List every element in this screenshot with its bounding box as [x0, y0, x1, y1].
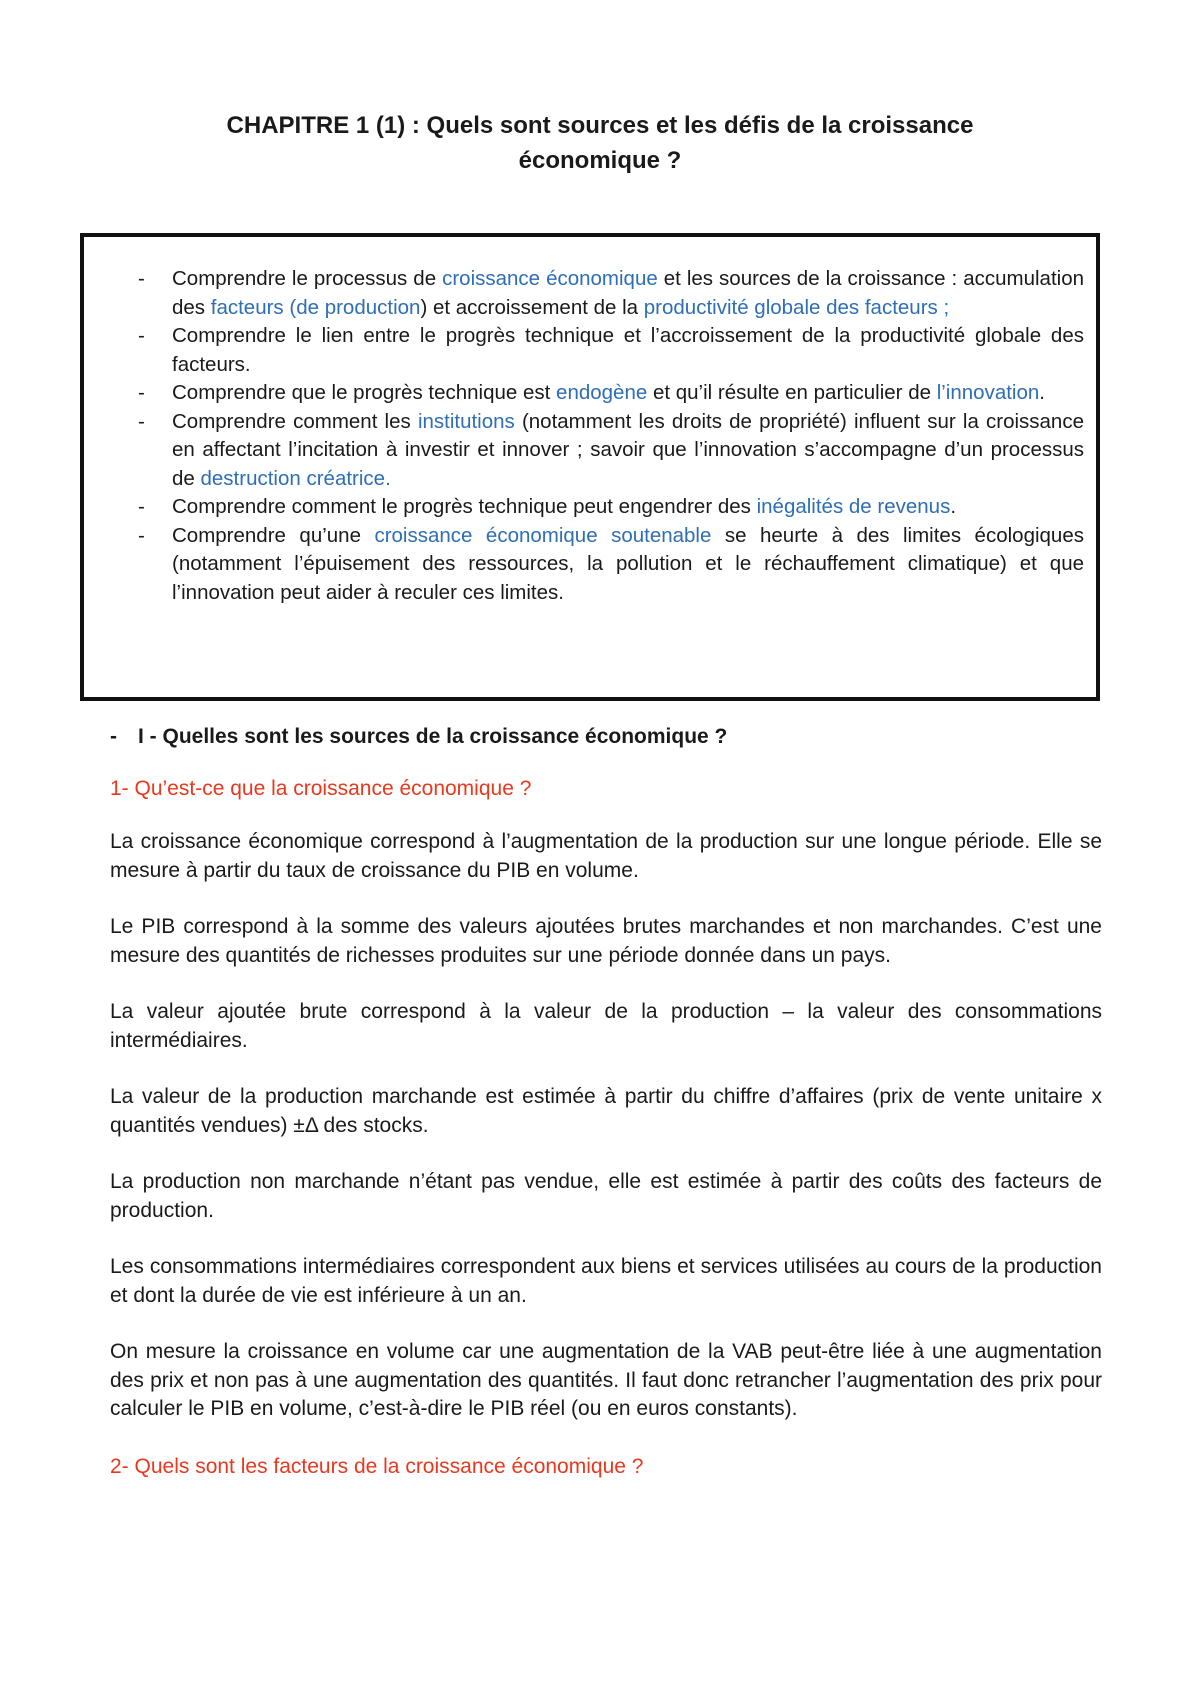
objectives-box [80, 233, 1100, 701]
subsection-heading-1: 1- Qu’est-ce que la croissance économique ? [110, 777, 532, 800]
chapter-title-line-2: économique ? [518, 147, 682, 174]
objective-item [138, 493, 1084, 522]
document-body [110, 722, 1102, 1506]
paragraph: Les consommations intermédiaires correspondent aux biens et services utilisées au cours de la production et dont la durée de vie est inférieure à un an. [110, 1255, 1102, 1307]
objective-text: . [1039, 381, 1045, 404]
paragraph: La production non marchande n’étant pas vendue, elle est estimée à partir des coûts des facteurs de production. [110, 1170, 1102, 1222]
objective-text: se heurte à des limites écologiques (notamment l’épuisement des ressources, la pollution et le réchauffement climatique) et que l’innovation peut aider à reculer ces limites. [172, 523, 1084, 604]
objective-text: Comprendre qu’une [172, 523, 375, 547]
objective-text: Comprendre le lien entre le progrès technique et l’accroissement de la productivité globale des facteurs. [172, 324, 1084, 376]
objective-text: . [950, 495, 957, 518]
objective-text: Comprendre comment le progrès technique peut engendrer des [172, 495, 757, 518]
bullet-dash: - [138, 324, 145, 347]
bullet-dash: - [110, 725, 117, 748]
chapter-title-line-1: CHAPITRE 1 (1) : Quels sont sources et les défis de la croissance [226, 112, 974, 139]
keyword: institutions [417, 409, 515, 433]
keyword: productivité globale des facteurs ; [643, 295, 950, 319]
keyword: l’innovation [936, 381, 1040, 404]
bullet-dash: - [138, 267, 145, 290]
keyword: endogène [556, 381, 648, 404]
section-heading-text: I - Quelles sont les sources de la croissance économique ? [138, 725, 728, 748]
objective-text: (notamment les droits de propriété) influent sur la croissance en affectant l’incitation à investir et innover ; savoir que l’innovation s’accompagne d’un processus de [172, 409, 1084, 490]
keyword: inégalités de revenus [756, 495, 951, 518]
objective-text: Comprendre que le progrès technique est [172, 381, 557, 404]
paragraph: On mesure la croissance en volume car une augmentation de la VAB peut-être liée à une augmentation des prix et non pas à une augmentation des quantités. Il faut donc retrancher l’augmentation des prix pour calculer le PIB en volume, c’est-à-dire le PIB réel (ou en euros constants). [110, 1340, 1102, 1420]
keyword: destruction créatrice. [200, 466, 391, 490]
keyword: croissance économique [442, 267, 658, 290]
section-heading [110, 722, 1102, 752]
keyword: facteurs (de production [210, 295, 421, 319]
objective-item [138, 522, 1084, 608]
paragraph: La croissance économique correspond à l’augmentation de la production sur une longue période. Elle se mesure à partir du taux de croissance du PIB en volume. [110, 830, 1102, 882]
objective-item [138, 265, 1084, 322]
objective-item [138, 322, 1084, 379]
paragraph: Le PIB correspond à la somme des valeurs ajoutées brutes marchandes et non marchandes. C’est une mesure des quantités de richesses produites sur une période donnée dans un pays. [110, 915, 1102, 967]
bullet-dash: - [138, 523, 145, 547]
bullet-dash: - [138, 495, 145, 518]
chapter-title [110, 108, 1090, 178]
objective-item [138, 408, 1084, 494]
objective-text: et les sources de la croissance : accumulation des [172, 267, 1084, 319]
bullet-dash: - [138, 409, 145, 433]
paragraph: La valeur ajoutée brute correspond à la valeur de la production – la valeur des consommations intermédiaires. [110, 1000, 1102, 1052]
objective-text: Comprendre le processus de [172, 267, 443, 290]
objective-text: Comprendre comment les [172, 409, 418, 433]
paragraph: La valeur de la production marchande est estimée à partir du chiffre d’affaires (prix de vente unitaire x quantités vendues) ±Δ des stocks. [110, 1085, 1102, 1137]
objective-text: et qu’il résulte en particulier de [647, 381, 937, 404]
subsection-heading-2: 2- Quels sont les facteurs de la croissance économique ? [110, 1454, 644, 1478]
objective-item [138, 379, 1084, 408]
objective-text: ) et accroissement de la [420, 295, 644, 319]
keyword: croissance économique soutenable [374, 523, 712, 547]
bullet-dash: - [138, 381, 145, 404]
